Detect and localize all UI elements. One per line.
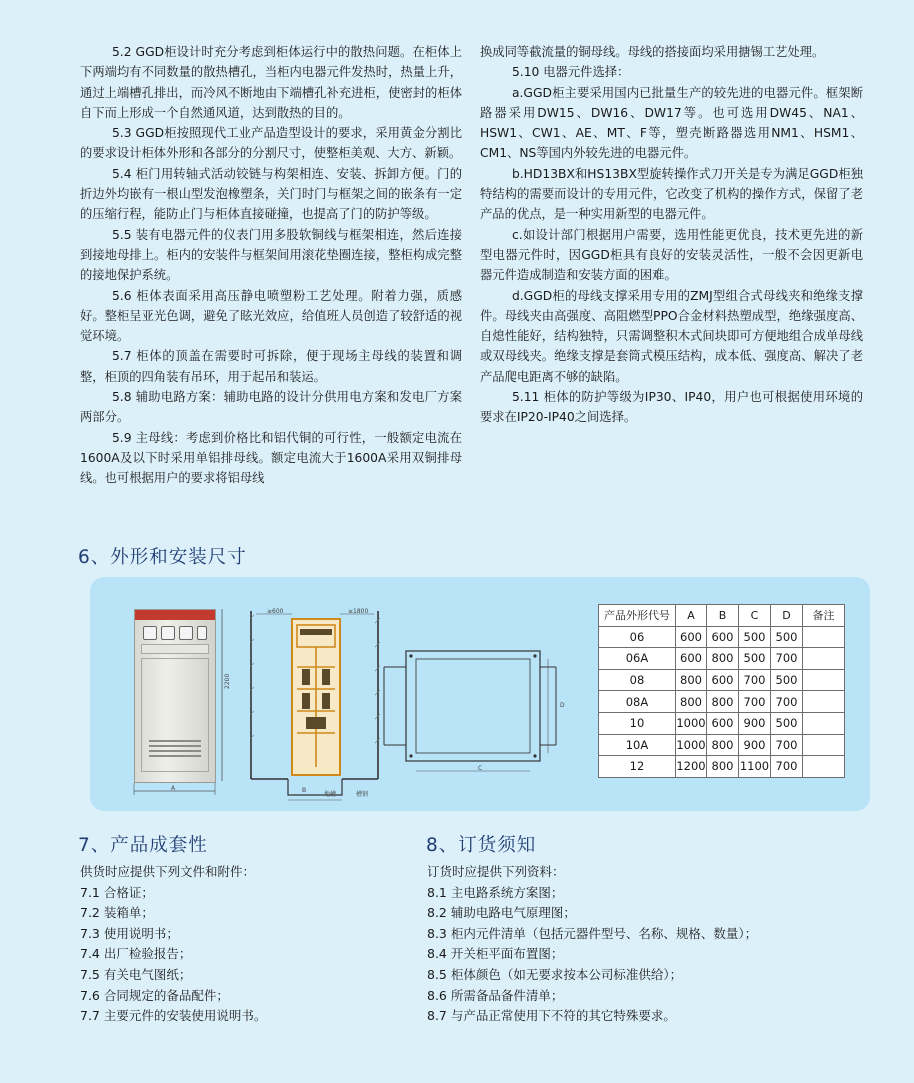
section-8-heading: 8、订货须知 bbox=[426, 835, 537, 856]
section7-item: 7.3 使用说明书； bbox=[80, 925, 179, 941]
section7-item: 7.6 合同规定的备品配件； bbox=[80, 987, 229, 1003]
table-header-row bbox=[599, 605, 845, 627]
dimension-table bbox=[598, 604, 845, 778]
cabinet-width-label: A bbox=[171, 785, 176, 792]
table-row bbox=[599, 712, 845, 734]
table-cell: 10 bbox=[599, 712, 676, 734]
table-cell bbox=[803, 691, 845, 713]
header-c: C bbox=[739, 605, 771, 627]
table-cell: 800 bbox=[707, 648, 739, 670]
table-cell: 700 bbox=[771, 734, 803, 756]
left-paragraph: 5.6 柜体表面采用高压静电喷塑粉工艺处理。附着力强，质感好。整柜呈亚光色调，避免了眩光效应，给值班人员创造了较舒适的视觉环境。 bbox=[80, 288, 462, 344]
table-cell bbox=[803, 712, 845, 734]
dimension-panel bbox=[90, 577, 870, 811]
left-paragraph: 5.9 主母线：考虑到价格比和铝代铜的可行性，一般额定电流在1600A及以下时采用单铝排母线。额定电流大于1600A采用双铜排母线。也可根据用户的要求将铝母线 bbox=[80, 430, 462, 486]
section-7-heading: 7、产品成套性 bbox=[78, 835, 208, 856]
left-text-column bbox=[80, 42, 462, 489]
section8-item: 8.2 辅助电路电气原理图； bbox=[427, 905, 576, 921]
table-cell bbox=[803, 756, 845, 778]
left-paragraph: 5.3 GGD柜按照现代工业产品造型设计的要求，采用黄金分割比的要求设计柜体外形和各部分的分割尺寸，使整柜美观、大方、新颖。 bbox=[80, 126, 462, 161]
table-cell: 600 bbox=[707, 669, 739, 691]
table-body bbox=[599, 626, 845, 777]
table-cell: 700 bbox=[771, 756, 803, 778]
table-cell bbox=[803, 626, 845, 648]
table-row bbox=[599, 669, 845, 691]
table-cell: 800 bbox=[707, 691, 739, 713]
table-cell: 900 bbox=[739, 712, 771, 734]
pit-left-dim: ≥600 bbox=[267, 608, 284, 615]
left-paragraph: 5.2 GGD柜设计时充分考虑到柜体运行中的散热问题。在柜体上下两端均有不同数量的散热槽孔，当柜内电器元件发热时，热量上升，通过上端槽孔排出，而冷风不断地由下端槽孔补充进柜，使密封的柜体自下而上形成一个自然通风道，达到散热的目的。 bbox=[80, 45, 462, 120]
table-cell: 12 bbox=[599, 756, 676, 778]
header-code: 产品外形代号 bbox=[599, 605, 676, 627]
left-paragraph: 5.7 柜体的顶盖在需要时可拆除，便于现场主母线的装置和调整，柜顶的四角装有吊环，用于起吊和装运。 bbox=[80, 349, 462, 384]
right-paragraph: 5.10 电器元件选择： bbox=[511, 65, 630, 80]
table-cell: 700 bbox=[771, 648, 803, 670]
right-paragraph: 5.11 柜体的防护等级为IP30、IP40，用户也可根据使用环境的要求在IP20-IP40之间选择。 bbox=[480, 390, 863, 425]
left-paragraph: 5.5 装有电器元件的仪表门用多股软铜线与框架相连，然后连接到接地母排上。柜内的安装件与框架间用滚花垫圈连接，整柜构成完整的接地保护系统。 bbox=[80, 227, 462, 283]
table-row bbox=[599, 648, 845, 670]
pit-b-dim: B bbox=[302, 787, 307, 794]
header-b: B bbox=[707, 605, 739, 627]
right-paragraph: 换成同等截流量的铜母线。母线的搭接面均采用搪锡工艺处理。 bbox=[480, 45, 825, 59]
section8-item: 8.6 所需备品备件清单； bbox=[427, 987, 564, 1003]
table-cell: 800 bbox=[707, 734, 739, 756]
section-8-list bbox=[427, 862, 757, 1027]
section7-item: 7.4 出厂检验报告； bbox=[80, 946, 192, 962]
table-row bbox=[599, 691, 845, 713]
section7-item: 7.5 有关电气图纸； bbox=[80, 966, 192, 982]
section8-item: 8.4 开关柜平面布置图； bbox=[427, 946, 564, 962]
left-paragraph: 5.8 辅助电路方案：辅助电路的设计分供用电方案和发电厂方案两部分。 bbox=[80, 390, 462, 425]
table-cell: 500 bbox=[771, 712, 803, 734]
table-cell bbox=[803, 669, 845, 691]
table-cell: 500 bbox=[771, 626, 803, 648]
cabinet-height-label: 2200 bbox=[224, 673, 231, 689]
section8-item: 8.7 与产品正常使用下不符的其它特殊要求。 bbox=[427, 1008, 676, 1024]
table-cell: 600 bbox=[676, 648, 707, 670]
right-paragraph: d.GGD柜的母线支撑采用专用的ZMJ型组合式母线夹和绝缘支撑件。母线夹由高强度、高阻燃型PPO合金材料热塑成型，绝缘强度高、自熄性能好，结构独特，只需调整积木式间块即可方便地组合成单母线或双母线夹。绝缘支撑是套筒式模压结构，成本低、强度高、解决了老产品爬电距离不够的缺陷。 bbox=[480, 288, 863, 384]
table-cell bbox=[803, 734, 845, 756]
section7-item: 7.1 合格证； bbox=[80, 884, 154, 900]
section8-item: 8.1 主电路系统方案图； bbox=[427, 884, 564, 900]
table-cell: 08 bbox=[599, 669, 676, 691]
header-d: D bbox=[771, 605, 803, 627]
table-cell: 800 bbox=[676, 669, 707, 691]
frame-plan-drawing bbox=[380, 641, 560, 781]
left-paragraph: 5.4 柜门用转轴式活动铰链与构架相连、安装、拆卸方便。门的折边外均嵌有一根山型发泡橡塑条，关门时门与框架之间的嵌条有一定的压缩行程，能防止门与柜体直接碰撞，也提高了门的防护等级。 bbox=[80, 166, 462, 222]
right-paragraph: c.如设计部门根据用户需要，选用性能更优良，技术更先进的新型电器元件时，因GGD柜具有良好的安装灵活性，一般不会因更新电器元件造成制造和安装方面的困难。 bbox=[480, 227, 863, 283]
table-cell: 800 bbox=[676, 691, 707, 713]
table-cell: 1000 bbox=[676, 734, 707, 756]
table-cell: 900 bbox=[739, 734, 771, 756]
table-row bbox=[599, 626, 845, 648]
table-cell: 600 bbox=[676, 626, 707, 648]
table-cell: 700 bbox=[739, 691, 771, 713]
table-row bbox=[599, 756, 845, 778]
table-cell: 700 bbox=[739, 669, 771, 691]
frame-d-dim: D bbox=[560, 702, 565, 709]
table-cell: 08A bbox=[599, 691, 676, 713]
pit-installation-drawing bbox=[250, 607, 380, 805]
table-cell: 06A bbox=[599, 648, 676, 670]
table-cell: 700 bbox=[771, 691, 803, 713]
pit-right-dim: ≥1800 bbox=[348, 608, 369, 615]
section-7-intro: 供货时应提供下列文件和附件： bbox=[80, 864, 256, 879]
header-a: A bbox=[676, 605, 707, 627]
table-row bbox=[599, 734, 845, 756]
table-cell: 10A bbox=[599, 734, 676, 756]
table-cell: 500 bbox=[771, 669, 803, 691]
table-cell bbox=[803, 648, 845, 670]
pit-trench-label: 地槽 bbox=[324, 791, 337, 798]
pit-channel-label: 槽钢 bbox=[356, 791, 369, 798]
section-6-heading: 6、外形和安装尺寸 bbox=[78, 547, 247, 568]
table-cell: 500 bbox=[739, 648, 771, 670]
section7-item: 7.7 主要元件的安装使用说明书。 bbox=[80, 1008, 267, 1024]
table-cell: 06 bbox=[599, 626, 676, 648]
section8-item: 8.5 柜体颜色（如无要求按本公司标准供给）； bbox=[427, 966, 683, 982]
table-cell: 600 bbox=[707, 712, 739, 734]
section7-item: 7.2 装箱单； bbox=[80, 905, 154, 921]
header-remark: 备注 bbox=[803, 605, 845, 627]
table-cell: 1200 bbox=[676, 756, 707, 778]
section8-item: 8.3 柜内元件清单（包括元器件型号、名称、规格、数量）； bbox=[427, 925, 758, 941]
section-7-list bbox=[80, 862, 266, 1027]
right-text-column bbox=[480, 42, 863, 428]
table-cell: 1100 bbox=[739, 756, 771, 778]
right-paragraph: a.GGD柜主要采用国内已批量生产的较先进的电器元件。框架断路器采用DW15、DW16、DW17等。也可选用DW45、NA1、HSW1、CW1、AE、MT、F等，塑壳断路器选用NM1、HSM1、CM1、NS等国内外较先进的电器元件。 bbox=[480, 85, 863, 161]
right-paragraph: b.HD13BX和HS13BX型旋转操作式刀开关是专为满足GGD柜独特结构的需要而设计的专用元件，它改变了机构的操作方式，保留了老产品的优点，是一种实用新型的电器元件。 bbox=[480, 166, 863, 222]
table-cell: 600 bbox=[707, 626, 739, 648]
table-cell: 800 bbox=[707, 756, 739, 778]
table-cell: 500 bbox=[739, 626, 771, 648]
section-8-intro: 订货时应提供下列资料： bbox=[427, 864, 565, 879]
frame-c-dim: C bbox=[478, 765, 483, 772]
table-cell: 1000 bbox=[676, 712, 707, 734]
